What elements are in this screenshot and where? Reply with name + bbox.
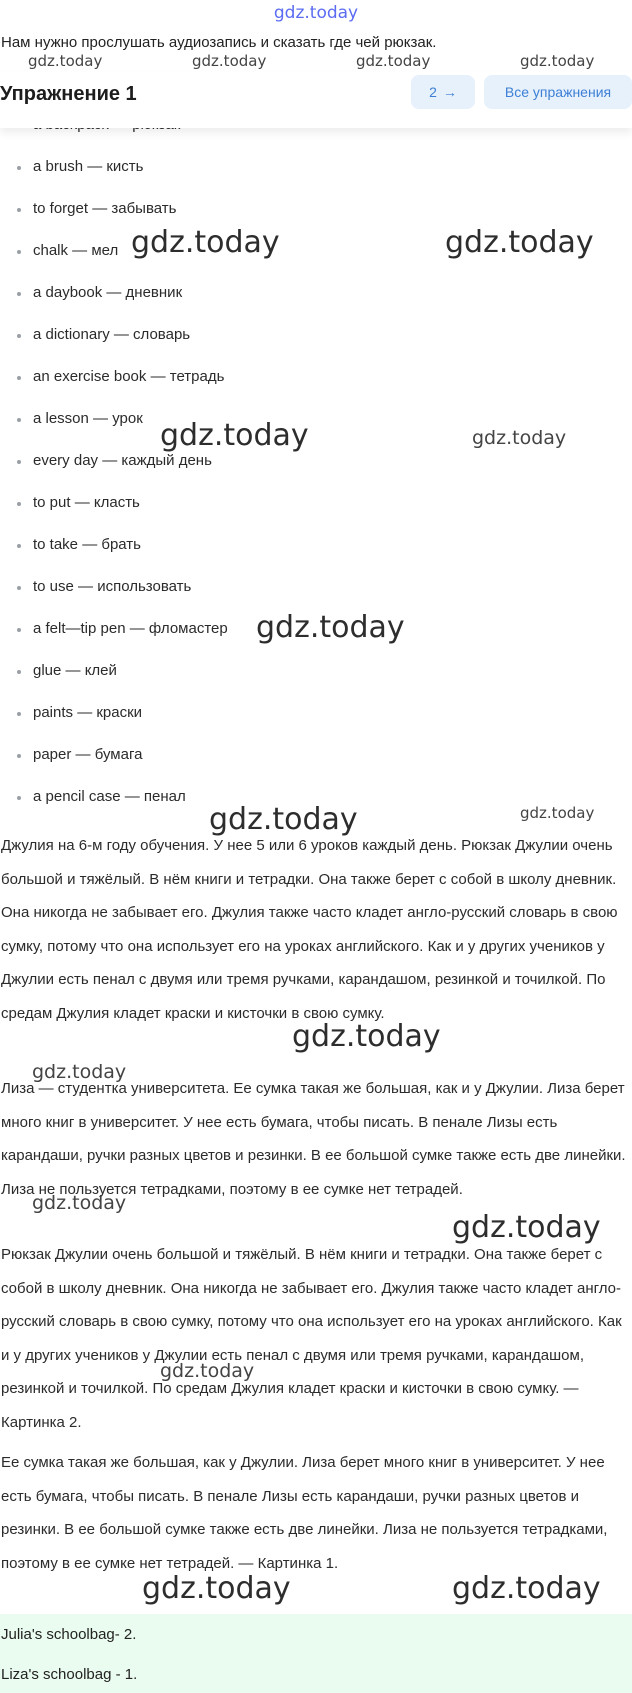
task-description: Нам нужно прослушать аудиозапись и сказать где чей рюкзак. <box>1 34 437 51</box>
vocabulary-item: to forget — забывать <box>0 188 632 230</box>
vocabulary-item: a daybook — дневник <box>0 272 632 314</box>
watermark: gdz.today <box>520 52 595 70</box>
vocabulary-item: a pencil case — пенал <box>0 776 632 818</box>
watermark: gdz.today <box>160 1360 255 1382</box>
watermark: gdz.today <box>209 802 358 837</box>
next-exercise-label: 2 <box>429 84 437 100</box>
exercise-header <box>0 72 632 128</box>
exercise-title: Упражнение 1 <box>0 83 137 105</box>
vocabulary-item: a lesson — урок <box>0 398 632 440</box>
watermark: gdz.today <box>256 610 405 645</box>
all-exercises-button[interactable]: Все упражнения <box>484 75 632 109</box>
vocabulary-list <box>0 104 632 818</box>
vocabulary-item: to take — брать <box>0 524 632 566</box>
vocabulary-item: a felt—tip pen — фломастер <box>0 608 632 650</box>
explanation-julia: Рюкзак Джулии очень большой и тяжёлый. В нём книги и тетрадки. Она также берет с собой в школу дневник. Она никогда не забывает его. Джулия также часто кладет англо-русский словарь в свою сумку, потому что она использует его на уроках английского. Как и у других учеников у Джулии есть пенал с двумя или тремя ручками, карандашом, резинкой и точилкой. По средам Джулия кладет краски и кисточки в свою сумку. — Картинка 2. <box>1 1246 622 1431</box>
answer-block <box>0 1614 632 1693</box>
translation-liza: Лиза — студентка университета. Ее сумка такая же большая, как и у Джулии. Лиза берет много книг в университет. У нее есть бумага, чтобы писать. В пенале Лизы есть карандаши, ручки разных цветов и резинки. В ее большой сумке также есть две линейки. Лиза не пользуется тетрадками, поэтому в ее сумке нет тетрадей. <box>1 1080 626 1198</box>
answer-julia: Julia's schoolbag- 2. <box>1 1626 137 1643</box>
answer-liza: Liza's schoolbag - 1. <box>1 1666 138 1683</box>
watermark: gdz.today <box>142 1571 291 1606</box>
site-logo[interactable]: gdz.today <box>273 3 359 23</box>
watermark: gdz.today <box>452 1571 601 1606</box>
translation-julia: Джулия на 6-м году обучения. У нее 5 или 6 уроков каждый день. Рюкзак Джулии очень большой и тяжёлый. В нём книги и тетрадки. Она также берет с собой в школу дневник. Она никогда не забывает его. Джулия также часто кладет англо-русский словарь в свою сумку, потому что она использует его на уроках английского. Как и у других учеников у Джулии есть пенал с двумя или тремя ручками, карандашом, резинкой и точилкой. По средам Джулия кладет краски и кисточки в свою сумку. <box>1 837 618 1022</box>
arrow-right-icon: → <box>442 84 457 100</box>
watermark: gdz.today <box>160 418 309 453</box>
vocabulary-item: every day — каждый день <box>0 440 632 482</box>
watermark: gdz.today <box>32 1192 127 1214</box>
vocabulary-item: to use — использовать <box>0 566 632 608</box>
vocabulary-item: glue — клей <box>0 650 632 692</box>
watermark: gdz.today <box>192 52 267 70</box>
next-exercise-button[interactable] <box>411 75 475 109</box>
vocabulary-item: an exercise book — тетрадь <box>0 356 632 398</box>
watermark: gdz.today <box>292 1019 441 1054</box>
vocabulary-item: to put — класть <box>0 482 632 524</box>
watermark: gdz.today <box>520 804 595 822</box>
watermark: gdz.today <box>32 1061 127 1083</box>
vocabulary-item: chalk — мел <box>0 230 632 272</box>
vocabulary-item: paints — краски <box>0 692 632 734</box>
vocabulary-item: a brush — кисть <box>0 146 632 188</box>
explanation-liza: Ее сумка такая же большая, как у Джулии. Лиза берет много книг в университет. У нее есть бумага, чтобы писать. В пенале Лизы есть карандаши, ручки разных цветов и резинки. В ее большой сумке также есть две линейки. Лиза не пользуется тетрадками, поэтому в ее сумке нет тетрадей. — Картинка 1. <box>1 1454 608 1572</box>
watermark: gdz.today <box>472 427 567 449</box>
watermark: gdz.today <box>356 52 431 70</box>
watermark: gdz.today <box>452 1210 601 1245</box>
watermark: gdz.today <box>28 52 103 70</box>
watermark: gdz.today <box>445 225 594 260</box>
watermark: gdz.today <box>131 225 280 260</box>
vocabulary-item: paper — бумага <box>0 734 632 776</box>
vocabulary-item: a dictionary — словарь <box>0 314 632 356</box>
